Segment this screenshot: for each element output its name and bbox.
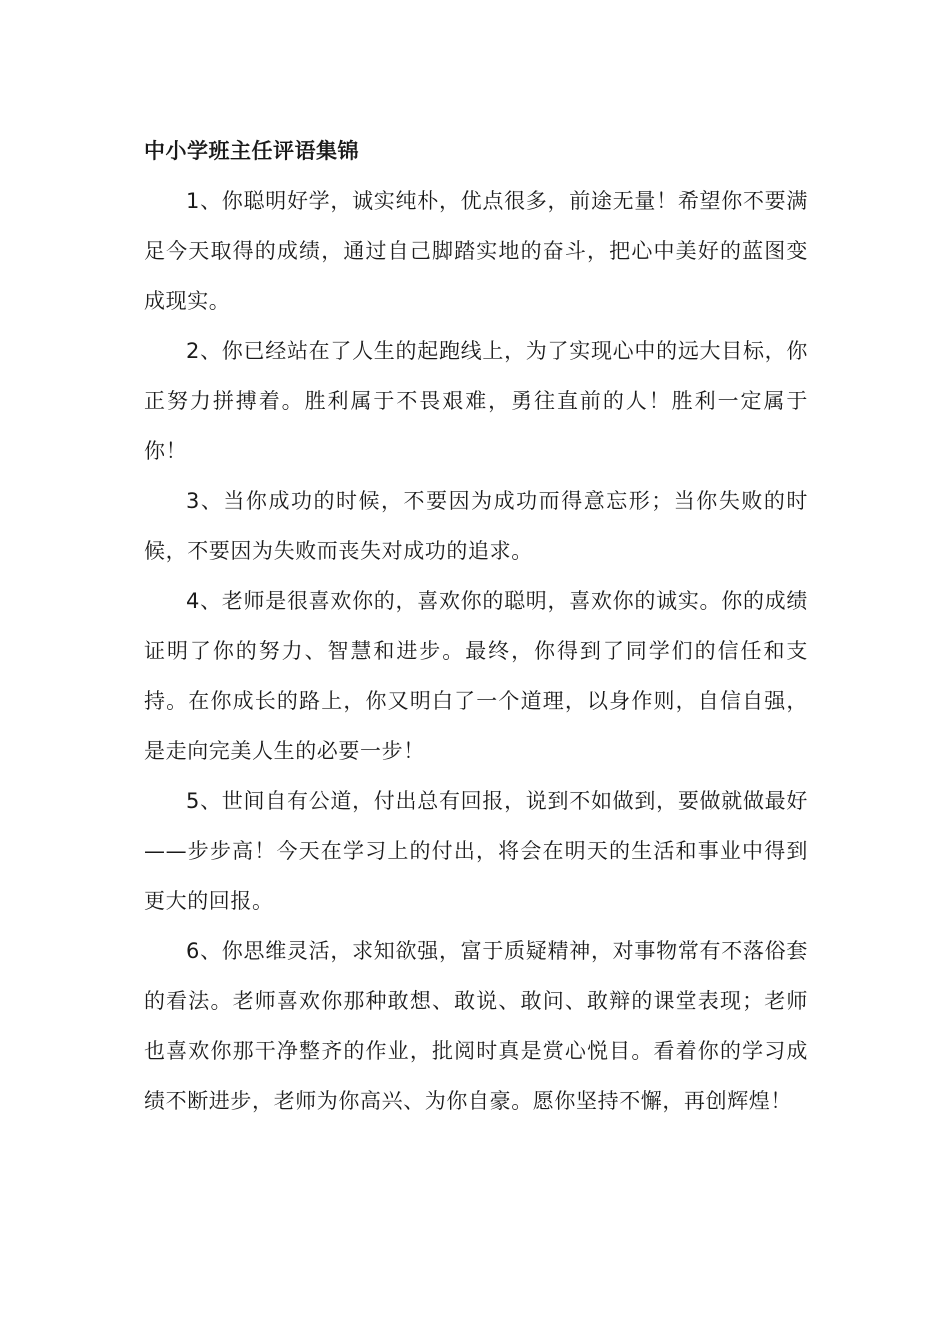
comment-paragraph-6: 6、你思维灵活，求知欲强，富于质疑精神，对事物常有不落俗套的看法。老师喜欢你那种敢想、敢说、敢问、敢辩的课堂表现；老师也喜欢你那干净整齐的作业，批阅时真是赏心悦目。看着你的学习成绩不断进步，老师为你高兴、为你自豪。愿你坚持不懈，再创辉煌！ xyxy=(144,939,808,1113)
document-title: 中小学班主任评语集锦 xyxy=(144,139,359,163)
comment-paragraph-2: 2、你已经站在了人生的起跑线上，为了实现心中的远大目标，你正努力拼搏着。胜利属于不畏艰难，勇往直前的人！胜利一定属于你！ xyxy=(144,339,808,463)
comment-paragraph-1: 1、你聪明好学，诚实纯朴，优点很多，前途无量！希望你不要满足今天取得的成绩，通过自己脚踏实地的奋斗，把心中美好的蓝图变成现实。 xyxy=(144,189,808,313)
comment-paragraph-3: 3、当你成功的时候，不要因为成功而得意忘形；当你失败的时候，不要因为失败而丧失对成功的追求。 xyxy=(144,489,808,563)
comment-paragraph-5: 5、世间自有公道，付出总有回报，说到不如做到，要做就做最好——步步高！今天在学习上的付出，将会在明天的生活和事业中得到更大的回报。 xyxy=(144,789,808,913)
comment-paragraph-4: 4、老师是很喜欢你的，喜欢你的聪明，喜欢你的诚实。你的成绩证明了你的努力、智慧和进步。最终，你得到了同学们的信任和支持。在你成长的路上，你又明白了一个道理，以身作则，自信自强，是走向完美人生的必要一步！ xyxy=(144,589,808,763)
document-body xyxy=(144,176,808,1126)
